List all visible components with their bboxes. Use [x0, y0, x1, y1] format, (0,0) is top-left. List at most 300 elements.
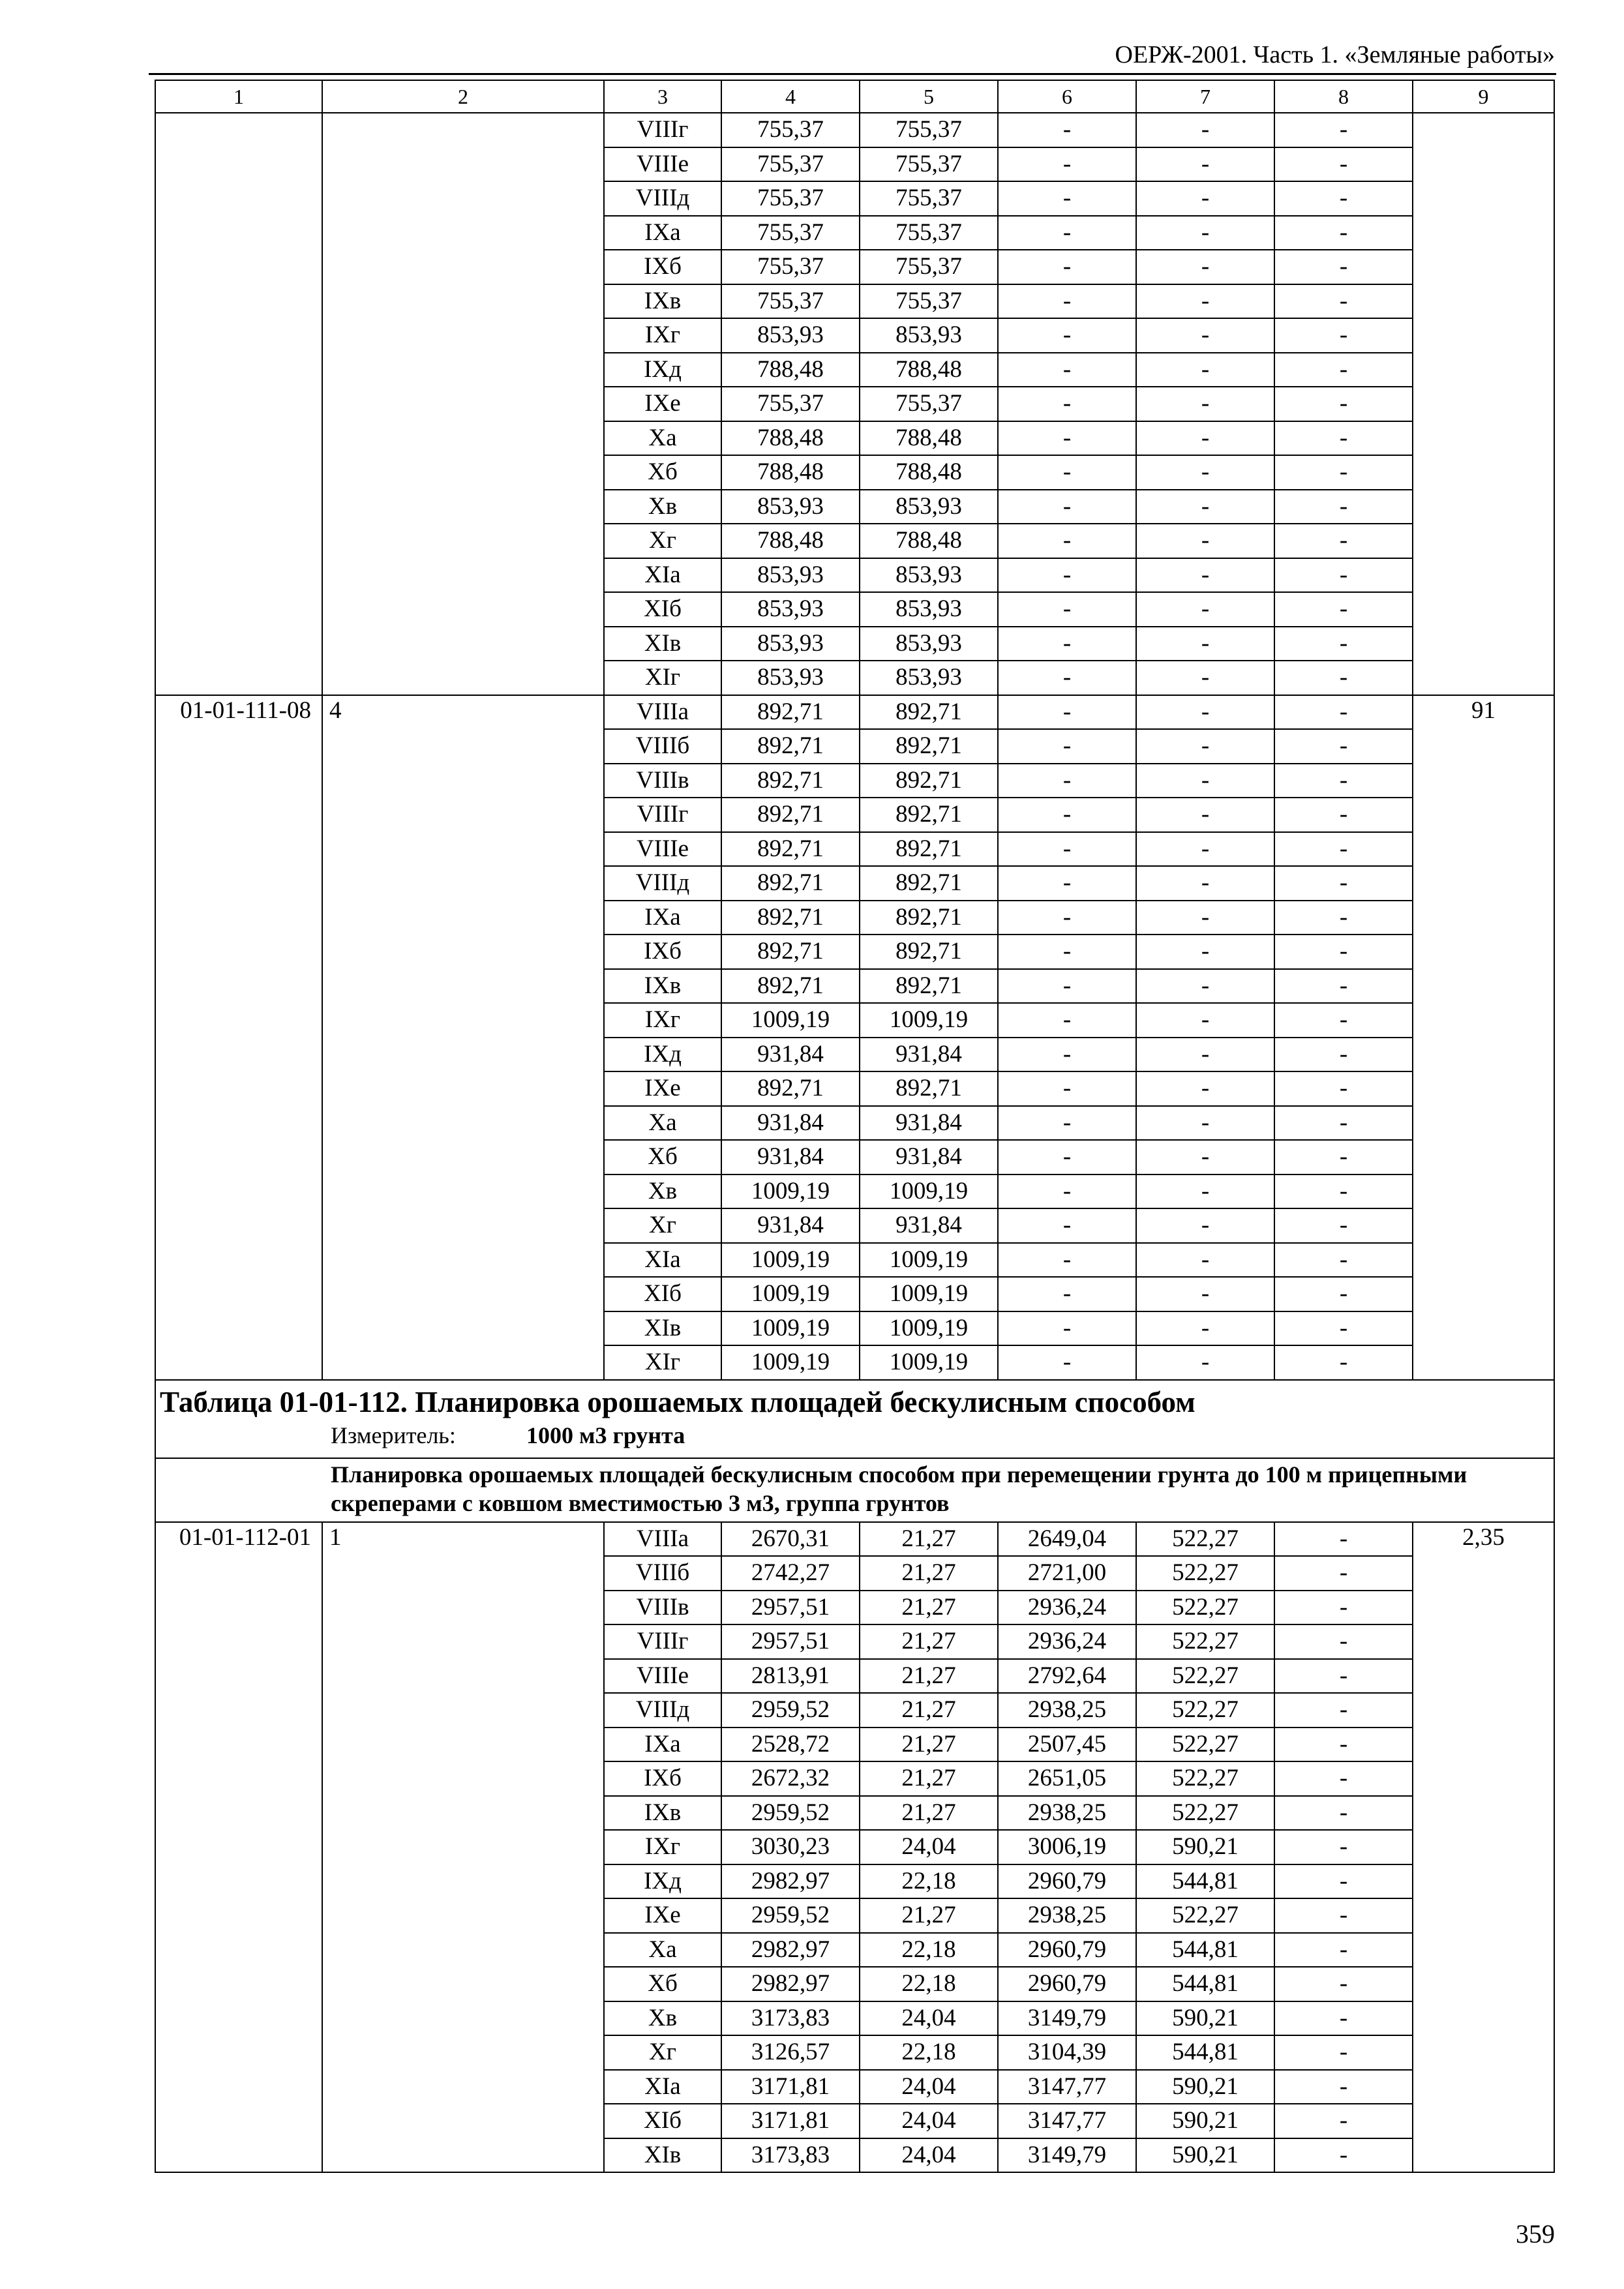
value-cell: 931,84 [860, 1140, 998, 1174]
value-cell: 522,27 [1136, 1796, 1274, 1831]
value-cell: - [1274, 250, 1413, 284]
value-cell: 2938,25 [998, 1796, 1136, 1831]
value-cell: 788,48 [721, 455, 860, 490]
value-cell: - [1274, 1174, 1413, 1209]
soil-group-cell: Xб [604, 1967, 721, 2001]
value-cell: 853,93 [860, 627, 998, 661]
value-cell: 522,27 [1136, 1898, 1274, 1933]
value-cell: - [1136, 1003, 1274, 1038]
value-cell: - [998, 1038, 1136, 1072]
value-cell: 1009,19 [721, 1174, 860, 1209]
soil-group-cell: Xг [604, 1208, 721, 1243]
value-cell: 931,84 [860, 1208, 998, 1243]
value-cell: - [1136, 1208, 1274, 1243]
value-cell: 755,37 [721, 250, 860, 284]
value-cell: - [1136, 1243, 1274, 1278]
value-cell: 892,71 [721, 866, 860, 901]
page-number: 359 [1516, 2219, 1555, 2249]
value-cell: - [1274, 798, 1413, 832]
value-cell: 21,27 [860, 1624, 998, 1659]
soil-group-cell: VIIIв [604, 764, 721, 798]
value-cell: 788,48 [860, 421, 998, 456]
soil-group-cell: XIа [604, 1243, 721, 1278]
value-cell: - [1136, 969, 1274, 1004]
value-cell: - [998, 1174, 1136, 1209]
value-cell: - [998, 181, 1136, 216]
value-cell: - [1274, 2138, 1413, 2173]
value-cell: 755,37 [721, 147, 860, 182]
value-cell: 3149,79 [998, 2001, 1136, 2036]
value-cell: - [1274, 113, 1413, 147]
unit-label: Измеритель: [331, 1422, 456, 1448]
value-cell: 24,04 [860, 2104, 998, 2138]
value-cell: - [1274, 729, 1413, 764]
value-cell: - [998, 832, 1136, 867]
value-cell: 3006,19 [998, 1830, 1136, 1864]
value-cell: - [1274, 1345, 1413, 1380]
soil-group-cell: XIг [604, 1345, 721, 1380]
value-cell: 853,93 [721, 627, 860, 661]
soil-group-cell: IXа [604, 901, 721, 935]
value-cell: 892,71 [860, 901, 998, 935]
value-cell: - [1136, 764, 1274, 798]
soil-group-cell: Xв [604, 490, 721, 524]
unit-value: 1000 м3 грунта [526, 1422, 685, 1448]
work-description: Планировка орошаемых площадей бескулисным способом при перемещении грунта до 100 м прицепными скреперами с ковшом вместимостью 3 м3, группа грунтов [155, 1458, 1554, 1522]
value-cell: - [998, 1071, 1136, 1106]
soil-group-cell: VIIIг [604, 798, 721, 832]
value-cell: - [998, 318, 1136, 353]
value-cell: - [1274, 147, 1413, 182]
value-cell: - [1274, 901, 1413, 935]
value-cell: - [1274, 1624, 1413, 1659]
value-cell: - [1274, 1556, 1413, 1591]
column-number: 4 [721, 80, 860, 113]
value-cell: 522,27 [1136, 1728, 1274, 1762]
value-cell: - [1136, 729, 1274, 764]
value-cell: - [998, 284, 1136, 319]
value-cell: 544,81 [1136, 1933, 1274, 1967]
value-cell: 2959,52 [721, 1693, 860, 1728]
soil-group-cell: XIв [604, 627, 721, 661]
value-cell: - [1136, 284, 1274, 319]
value-cell: 931,84 [860, 1038, 998, 1072]
rates-table [155, 80, 1555, 2173]
value-cell: - [1274, 935, 1413, 969]
value-cell: - [998, 935, 1136, 969]
value-cell: - [1136, 798, 1274, 832]
table-row [155, 1522, 1554, 1557]
value-cell: 522,27 [1136, 1659, 1274, 1694]
soil-group-cell: Xа [604, 1933, 721, 1967]
value-cell: 2721,00 [998, 1556, 1136, 1591]
value-cell: - [1274, 695, 1413, 730]
value-cell: 853,93 [721, 661, 860, 695]
value-cell: - [1274, 1967, 1413, 2001]
value-cell: 22,18 [860, 1967, 998, 2001]
value-cell: 2959,52 [721, 1796, 860, 1831]
value-cell: 3104,39 [998, 2035, 1136, 2070]
value-cell: - [1274, 353, 1413, 387]
value-cell: 892,71 [860, 764, 998, 798]
column-number: 5 [860, 80, 998, 113]
value-cell: 1009,19 [721, 1345, 860, 1380]
value-cell: 590,21 [1136, 2001, 1274, 2036]
value-cell: 853,93 [721, 558, 860, 593]
value-cell: - [1136, 901, 1274, 935]
value-cell: - [1136, 592, 1274, 627]
value-cell: - [1274, 1003, 1413, 1038]
value-cell: - [1274, 2035, 1413, 2070]
value-cell: 853,93 [860, 592, 998, 627]
value-cell: 2649,04 [998, 1522, 1136, 1557]
value-cell: - [998, 250, 1136, 284]
value-cell: - [1136, 695, 1274, 730]
soil-group-cell: VIIIб [604, 1556, 721, 1591]
column-number-row [155, 80, 1554, 113]
value-cell: 892,71 [721, 764, 860, 798]
soil-group-cell: VIIIд [604, 181, 721, 216]
value-cell: - [1274, 1864, 1413, 1899]
value-cell: 21,27 [860, 1761, 998, 1796]
value-cell: 892,71 [860, 935, 998, 969]
soil-group-cell: VIIIа [604, 1522, 721, 1557]
soil-group-cell: IXе [604, 1898, 721, 1933]
value-cell: 1009,19 [860, 1277, 998, 1311]
value-cell: - [998, 353, 1136, 387]
value-cell: - [1274, 1591, 1413, 1625]
value-cell: 755,37 [860, 284, 998, 319]
value-cell: - [1274, 1277, 1413, 1311]
value-cell: - [1136, 181, 1274, 216]
soil-group-cell: Xа [604, 1106, 721, 1141]
value-cell: 892,71 [721, 1071, 860, 1106]
value-cell: 2957,51 [721, 1624, 860, 1659]
value-cell: - [1274, 661, 1413, 695]
value-cell: - [1274, 592, 1413, 627]
value-cell: 2938,25 [998, 1898, 1136, 1933]
value-cell: - [998, 147, 1136, 182]
value-cell: - [998, 1311, 1136, 1346]
soil-group-cell: Xг [604, 524, 721, 558]
value-cell: 24,04 [860, 2001, 998, 2036]
value-cell: - [1136, 113, 1274, 147]
soil-group-cell: Xб [604, 455, 721, 490]
value-cell: - [1274, 1106, 1413, 1141]
table-row [155, 695, 1554, 730]
running-header: ОЕРЖ-2001. Часть 1. «Земляные работы» [1115, 41, 1555, 68]
value-cell: 22,18 [860, 2035, 998, 2070]
column-9-value: 91 [1413, 695, 1554, 1380]
value-cell: 892,71 [860, 798, 998, 832]
rate-code [155, 113, 322, 695]
value-cell: 1009,19 [860, 1003, 998, 1038]
value-cell: 788,48 [860, 524, 998, 558]
value-cell: - [1274, 1830, 1413, 1864]
value-cell: 590,21 [1136, 2070, 1274, 2104]
value-cell: - [1274, 627, 1413, 661]
value-cell: 590,21 [1136, 2104, 1274, 2138]
value-cell: - [1136, 1277, 1274, 1311]
value-cell: - [998, 592, 1136, 627]
soil-group-cell: IXг [604, 1003, 721, 1038]
value-cell: 590,21 [1136, 2138, 1274, 2173]
value-cell: - [1136, 524, 1274, 558]
value-cell: - [998, 216, 1136, 250]
rate-number: 1 [322, 1522, 604, 2173]
table-112-description-row [155, 1458, 1554, 1522]
value-cell: 2507,45 [998, 1728, 1136, 1762]
soil-group-cell: Xг [604, 2035, 721, 2070]
value-cell: 544,81 [1136, 1864, 1274, 1899]
value-cell: 21,27 [860, 1522, 998, 1557]
value-cell: 755,37 [721, 387, 860, 421]
value-cell: 1009,19 [721, 1003, 860, 1038]
value-cell: - [1274, 832, 1413, 867]
value-cell: 931,84 [721, 1106, 860, 1141]
value-cell: - [998, 1277, 1136, 1311]
value-cell: - [1136, 627, 1274, 661]
header-rule [149, 73, 1556, 75]
soil-group-cell: VIIIа [604, 695, 721, 730]
value-cell: 2672,32 [721, 1761, 860, 1796]
soil-group-cell: XIб [604, 592, 721, 627]
unit-line [160, 1421, 1550, 1450]
value-cell: - [1274, 969, 1413, 1004]
value-cell: 1009,19 [860, 1174, 998, 1209]
soil-group-cell: IXа [604, 216, 721, 250]
value-cell: - [1136, 558, 1274, 593]
value-cell: 788,48 [721, 524, 860, 558]
value-cell: - [1274, 1243, 1413, 1278]
soil-group-cell: XIа [604, 2070, 721, 2104]
soil-group-cell: VIIIе [604, 832, 721, 867]
column-number: 1 [155, 80, 322, 113]
value-cell: - [1136, 421, 1274, 456]
value-cell: - [1136, 147, 1274, 182]
value-cell: - [1274, 1728, 1413, 1762]
column-9-value: 2,35 [1413, 1522, 1554, 2173]
value-cell: 3171,81 [721, 2104, 860, 2138]
value-cell: 24,04 [860, 1830, 998, 1864]
soil-group-cell: XIб [604, 1277, 721, 1311]
soil-group-cell: IXе [604, 387, 721, 421]
value-cell: 2960,79 [998, 1967, 1136, 2001]
value-cell: - [1274, 866, 1413, 901]
table-112-title-row [155, 1380, 1554, 1458]
value-cell: 2957,51 [721, 1591, 860, 1625]
value-cell: 853,93 [860, 558, 998, 593]
value-cell: 755,37 [721, 284, 860, 319]
value-cell: 21,27 [860, 1659, 998, 1694]
value-cell: 2982,97 [721, 1933, 860, 1967]
value-cell: - [998, 764, 1136, 798]
value-cell: - [1136, 318, 1274, 353]
value-cell: 2936,24 [998, 1591, 1136, 1625]
soil-group-cell: IXб [604, 1761, 721, 1796]
value-cell: 892,71 [721, 832, 860, 867]
soil-group-cell: VIIIе [604, 1659, 721, 1694]
value-cell: 788,48 [721, 421, 860, 456]
value-cell: 755,37 [860, 216, 998, 250]
value-cell: 3171,81 [721, 2070, 860, 2104]
value-cell: - [998, 1003, 1136, 1038]
rate-number: 4 [322, 695, 604, 1380]
value-cell: - [1274, 1038, 1413, 1072]
column-number: 3 [604, 80, 721, 113]
soil-group-cell: IXв [604, 284, 721, 319]
value-cell: 892,71 [721, 798, 860, 832]
value-cell: 2959,52 [721, 1898, 860, 1933]
value-cell: 2742,27 [721, 1556, 860, 1591]
value-cell: 3149,79 [998, 2138, 1136, 2173]
value-cell: - [1274, 764, 1413, 798]
value-cell: - [1274, 490, 1413, 524]
value-cell: - [1274, 1659, 1413, 1694]
value-cell: 3173,83 [721, 2138, 860, 2173]
value-cell: - [998, 866, 1136, 901]
value-cell: 2670,31 [721, 1522, 860, 1557]
value-cell: 892,71 [721, 935, 860, 969]
value-cell: - [1136, 1038, 1274, 1072]
value-cell: 892,71 [721, 695, 860, 730]
value-cell: - [998, 627, 1136, 661]
soil-group-cell: IXг [604, 318, 721, 353]
value-cell: - [1274, 1898, 1413, 1933]
value-cell: - [998, 524, 1136, 558]
column-number: 8 [1274, 80, 1413, 113]
value-cell: - [1274, 1208, 1413, 1243]
value-cell: 892,71 [860, 969, 998, 1004]
value-cell: 21,27 [860, 1898, 998, 1933]
value-cell: 24,04 [860, 2138, 998, 2173]
value-cell: - [1136, 455, 1274, 490]
value-cell: - [998, 1208, 1136, 1243]
value-cell: 2982,97 [721, 1967, 860, 2001]
value-cell: 931,84 [721, 1038, 860, 1072]
value-cell: 22,18 [860, 1864, 998, 1899]
value-cell: - [998, 455, 1136, 490]
value-cell: 3126,57 [721, 2035, 860, 2070]
value-cell: 544,81 [1136, 1967, 1274, 2001]
table-112-title-cell [155, 1380, 1554, 1458]
soil-group-cell: Xв [604, 1174, 721, 1209]
value-cell: - [998, 661, 1136, 695]
value-cell: - [1274, 181, 1413, 216]
value-cell: - [1274, 2070, 1413, 2104]
soil-group-cell: VIIIб [604, 729, 721, 764]
column-9-value [1413, 113, 1554, 695]
value-cell: - [1274, 421, 1413, 456]
soil-group-cell: IXе [604, 1071, 721, 1106]
value-cell: - [1274, 1761, 1413, 1796]
value-cell: 853,93 [721, 592, 860, 627]
rate-code: 01-01-111-08 [155, 695, 322, 1380]
value-cell: - [1136, 1345, 1274, 1380]
value-cell: 3147,77 [998, 2070, 1136, 2104]
soil-group-cell: IXг [604, 1830, 721, 1864]
soil-group-cell: VIIIе [604, 147, 721, 182]
value-cell: 931,84 [860, 1106, 998, 1141]
value-cell: - [1136, 935, 1274, 969]
value-cell: - [1274, 1933, 1413, 1967]
soil-group-cell: XIв [604, 2138, 721, 2173]
value-cell: 755,37 [860, 147, 998, 182]
value-cell: 892,71 [860, 695, 998, 730]
value-cell: 755,37 [721, 181, 860, 216]
value-cell: 892,71 [860, 832, 998, 867]
value-cell: - [1274, 1522, 1413, 1557]
value-cell: 892,71 [721, 901, 860, 935]
value-cell: 2982,97 [721, 1864, 860, 1899]
value-cell: 21,27 [860, 1693, 998, 1728]
soil-group-cell: VIIIг [604, 113, 721, 147]
soil-group-cell: XIв [604, 1311, 721, 1346]
value-cell: 755,37 [860, 250, 998, 284]
value-cell: 522,27 [1136, 1693, 1274, 1728]
value-cell: - [1274, 1311, 1413, 1346]
value-cell: - [998, 695, 1136, 730]
value-cell: - [1274, 524, 1413, 558]
value-cell: 788,48 [860, 353, 998, 387]
value-cell: - [998, 558, 1136, 593]
value-cell: 522,27 [1136, 1761, 1274, 1796]
value-cell: - [1274, 216, 1413, 250]
value-cell: - [998, 1106, 1136, 1141]
soil-group-cell: IXб [604, 250, 721, 284]
value-cell: 788,48 [721, 353, 860, 387]
soil-group-cell: Xб [604, 1140, 721, 1174]
rate-number [322, 113, 604, 695]
value-cell: - [1136, 661, 1274, 695]
soil-group-cell: IXд [604, 1864, 721, 1899]
value-cell: 2960,79 [998, 1864, 1136, 1899]
value-cell: - [1274, 2104, 1413, 2138]
value-cell: - [1274, 455, 1413, 490]
column-number: 9 [1413, 80, 1554, 113]
soil-group-cell: IXв [604, 1796, 721, 1831]
value-cell: - [1136, 832, 1274, 867]
value-cell: 24,04 [860, 2070, 998, 2104]
soil-group-cell: XIа [604, 558, 721, 593]
column-number: 2 [322, 80, 604, 113]
value-cell: 522,27 [1136, 1591, 1274, 1625]
value-cell: 755,37 [860, 387, 998, 421]
value-cell: 1009,19 [721, 1311, 860, 1346]
value-cell: - [1136, 1311, 1274, 1346]
value-cell: 892,71 [860, 729, 998, 764]
value-cell: - [1274, 284, 1413, 319]
value-cell: 1009,19 [860, 1243, 998, 1278]
soil-group-cell: Xв [604, 2001, 721, 2036]
table-row [155, 113, 1554, 147]
value-cell: 853,93 [860, 318, 998, 353]
value-cell: - [1136, 353, 1274, 387]
value-cell: 21,27 [860, 1796, 998, 1831]
value-cell: 522,27 [1136, 1624, 1274, 1659]
value-cell: 1009,19 [860, 1311, 998, 1346]
value-cell: 2960,79 [998, 1933, 1136, 1967]
value-cell: 2651,05 [998, 1761, 1136, 1796]
soil-group-cell: Xа [604, 421, 721, 456]
value-cell: - [1274, 1140, 1413, 1174]
value-cell: - [1136, 866, 1274, 901]
value-cell: 2528,72 [721, 1728, 860, 1762]
value-cell: - [998, 1243, 1136, 1278]
value-cell: - [1274, 558, 1413, 593]
value-cell: 1009,19 [721, 1243, 860, 1278]
value-cell: - [998, 969, 1136, 1004]
